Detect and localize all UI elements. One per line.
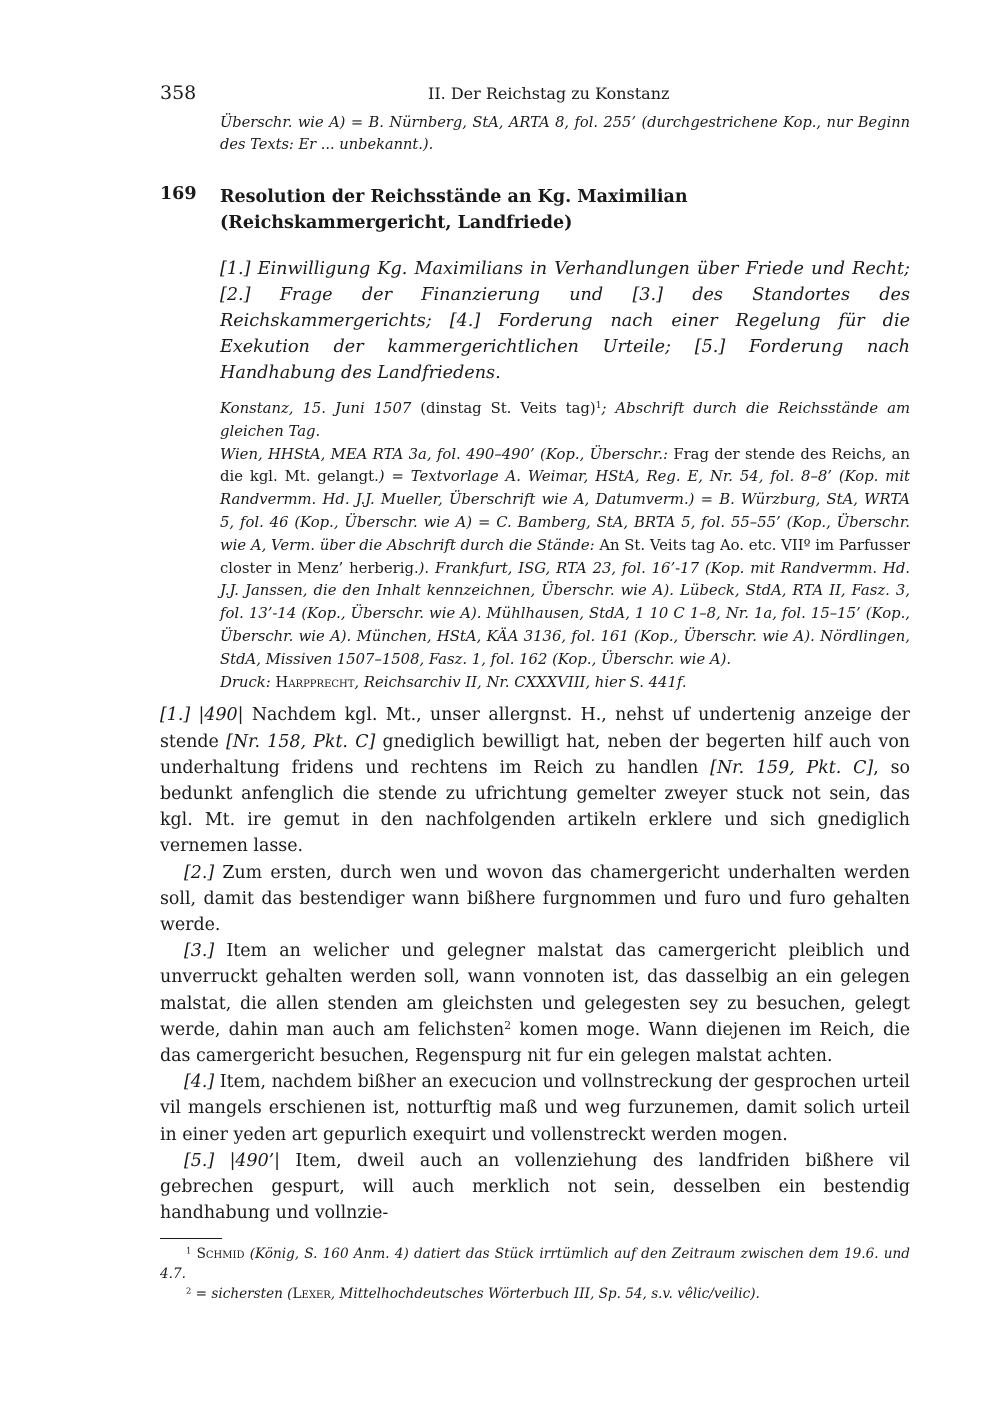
- paragraph-marker: [2.]: [184, 862, 215, 883]
- sources-list: [220, 444, 910, 672]
- source-apparatus: [220, 398, 910, 694]
- paragraph-text: komen moge. Wann diejenen im Reich, die das camergericht besuchen, Regenspurg nit fur ein gelegen malstat achten.: [160, 1019, 911, 1066]
- source-text: ). Frankfurt, ISG, RTA 23, fol. 16’-17 (Kop. mit Randvermm. Hd. J.J. Janssen, die den Inhalt kennzeichnen, Überschr. wie A). Lübeck, StdA, RTA II, Fasz. 3, fol. 13’-14 (Kop., Überschr. wie A). Mühlhausen, StdA, 1 10 C 1–8, Nr. 1a, fol. 15–15’ (Kop., Überschr. wie A). München, HStA, KÄA 3136, fol. 161 (Kop., Überschr. wie A). Nördlingen, StdA, Missiven 1507–1508, Fasz. 1, fol. 162 (Kop., Überschr. wie A).: [220, 559, 910, 668]
- document-regest: [1.] Einwilligung Kg. Maximilians in Verhandlungen über Friede und Recht; [2.] Frage der Finanzierung und [3.] des Standortes des Reichskammergerichts; [4.] Forderung nach einer Regelung für die Exekution der kammergerichtlichen Urteile; [5.] Forderung nach Handhabung des Landfriedens.: [220, 259, 910, 383]
- previous-document-note: Überschr. wie A) = B. Nürnberg, StA, ARTA 8, fol. 255’ (durchgestrichene Kop., nur Beginn des Texts: Er ... unbekannt.).: [220, 114, 910, 153]
- document-heading: [160, 184, 910, 236]
- paragraph-5: [160, 1148, 910, 1227]
- print-label: Druck:: [220, 673, 276, 691]
- running-head: [160, 80, 910, 112]
- dating-place-date: Konstanz, 15. Juni 1507: [220, 400, 412, 417]
- source-text: Wien, HHStA, MEA RTA 3a, fol. 490–490’ (Kop., Überschr.:: [220, 445, 674, 463]
- paragraph-text: , so bedunkt anfenglich die stende zu ufrichtung gemelter zweyer stuck not sein, das kgl. Mt. ire gemut in den nachfolgenden artikeln erklere und sich gnediglich vernemen lasse.: [160, 757, 910, 857]
- footnote-text: = sichersten (: [191, 1286, 293, 1303]
- cross-reference: [Nr. 159, Pkt. C]: [710, 757, 874, 778]
- footnotes: [160, 1244, 910, 1304]
- page: [160, 80, 910, 1304]
- footnote-author: Lexer: [292, 1286, 331, 1303]
- paragraph-marker: [1.] |490|: [160, 705, 244, 726]
- document-number: 169: [160, 184, 197, 204]
- source-text: ) = Textvorlage A. Weimar, HStA, Reg. E, Nr. 54, fol. 8–8’ (Kop. mit Randvermm. Hd. J.J. Mueller, Überschrift wie A, Datumverm.) = B. Würzburg, StA, WRTA 5, fol. 46 (Kop., Überschr. wie A) = C. Bamberg, StA, BRTA 5, fol. 55–55’ (Kop., Überschr. wie A, Verm. über die Abschrift durch die Stände:: [220, 468, 910, 554]
- paragraph-marker: [3.]: [184, 941, 215, 962]
- footnote-1: [160, 1244, 910, 1284]
- footnote-number: 1: [186, 1245, 192, 1256]
- footnote-text: (König, S. 160 Anm. 4) datiert das Stück irrtümlich auf den Zeitraum zwischen dem 19.6. und 4.7.: [160, 1246, 910, 1283]
- paragraph-text: Item, dweil auch an vollenziehung des landfriden bißhere vil gebrechen gespurt, will auch merklich not sein, desselben ein bestendig handhabung und vollnzie-: [160, 1150, 910, 1224]
- paragraph-4: [160, 1069, 910, 1148]
- dating-rest: ; Abschrift durch die Reichsstände am gleichen Tag.: [220, 400, 910, 440]
- print-reference: [220, 672, 910, 695]
- footnote-author: Schmid: [196, 1246, 245, 1263]
- paragraph-text: Item, nachdem bißher an execucion und vollnstreckung der gesprochen urteil vil mangels erschienen ist, notturftig maß und weg furzunemen, damit solich urteil in einer yeden art gepurlich exequirt und vollenstreckt werden mogen.: [160, 1072, 910, 1145]
- footnote-mark: 1: [595, 399, 602, 411]
- source-quote: An St. Veits tag Ao. etc. VIIº im Parfusser closter in Menz’ herberig.: [220, 536, 911, 577]
- paragraph-text: Item an welicher und gelegner malstat das camergericht pleiblich und unverruckt gehalten werden soll, wann vonnoten ist, das dasselbig an ein gelegen malstat, die allen stenden am gleichsten und gelegesten sey zu besuchen, gelegt werde, dahin man auch am felichsten: [160, 941, 910, 1040]
- paragraph-text: Nachdem kgl. Mt., unser allergnst. H., nehst uf undertenig anzeige der stende: [160, 705, 910, 752]
- paragraph-2: [160, 860, 910, 939]
- page-number: 358: [160, 82, 197, 104]
- paragraph-3: [160, 938, 910, 1069]
- paragraph-marker: [5.] |490’|: [184, 1150, 281, 1171]
- paragraph-1: [160, 702, 910, 859]
- document-title: Resolution der Reichsstände an Kg. Maximilian (Reichskammergericht, Landfriede): [220, 187, 688, 233]
- print-rest: , Reichsarchiv II, Nr. CXXXVIII, hier S. 441f.: [354, 673, 687, 691]
- paragraph-text: Zum ersten, durch wen und wovon das chamergericht underhalten werden soll, damit das bestendiger wann bißhere furgnommen und furo und furo gehalten werde.: [160, 862, 910, 935]
- footnote-number: 2: [186, 1285, 192, 1296]
- dating-line: [220, 398, 910, 444]
- footnote-2: [160, 1284, 910, 1304]
- paragraph-marker: [4.]: [184, 1072, 215, 1093]
- paragraph-text: gnediglich bewilligt hat, neben der begerten hilf auch von underhaltung fridens und rechtens im Reich zu handlen: [160, 731, 910, 778]
- print-author: Harpprecht: [275, 673, 355, 691]
- cross-reference: [Nr. 158, Pkt. C]: [226, 731, 376, 752]
- running-title: II. Der Reichstag zu Konstanz: [428, 84, 670, 103]
- source-quote: Frag der stende des Reichs, an die kgl. Mt. gelangt.: [220, 445, 910, 486]
- dating-original-date: (dinstag St. Veits tag): [420, 400, 596, 417]
- document-body: [160, 702, 910, 1226]
- footnote-mark: 2: [504, 1018, 512, 1032]
- footnote-divider: [160, 1238, 222, 1239]
- footnote-text: , Mittelhochdeutsches Wörterbuch III, Sp. 54, s.v. vêlic/veilic).: [330, 1286, 760, 1303]
